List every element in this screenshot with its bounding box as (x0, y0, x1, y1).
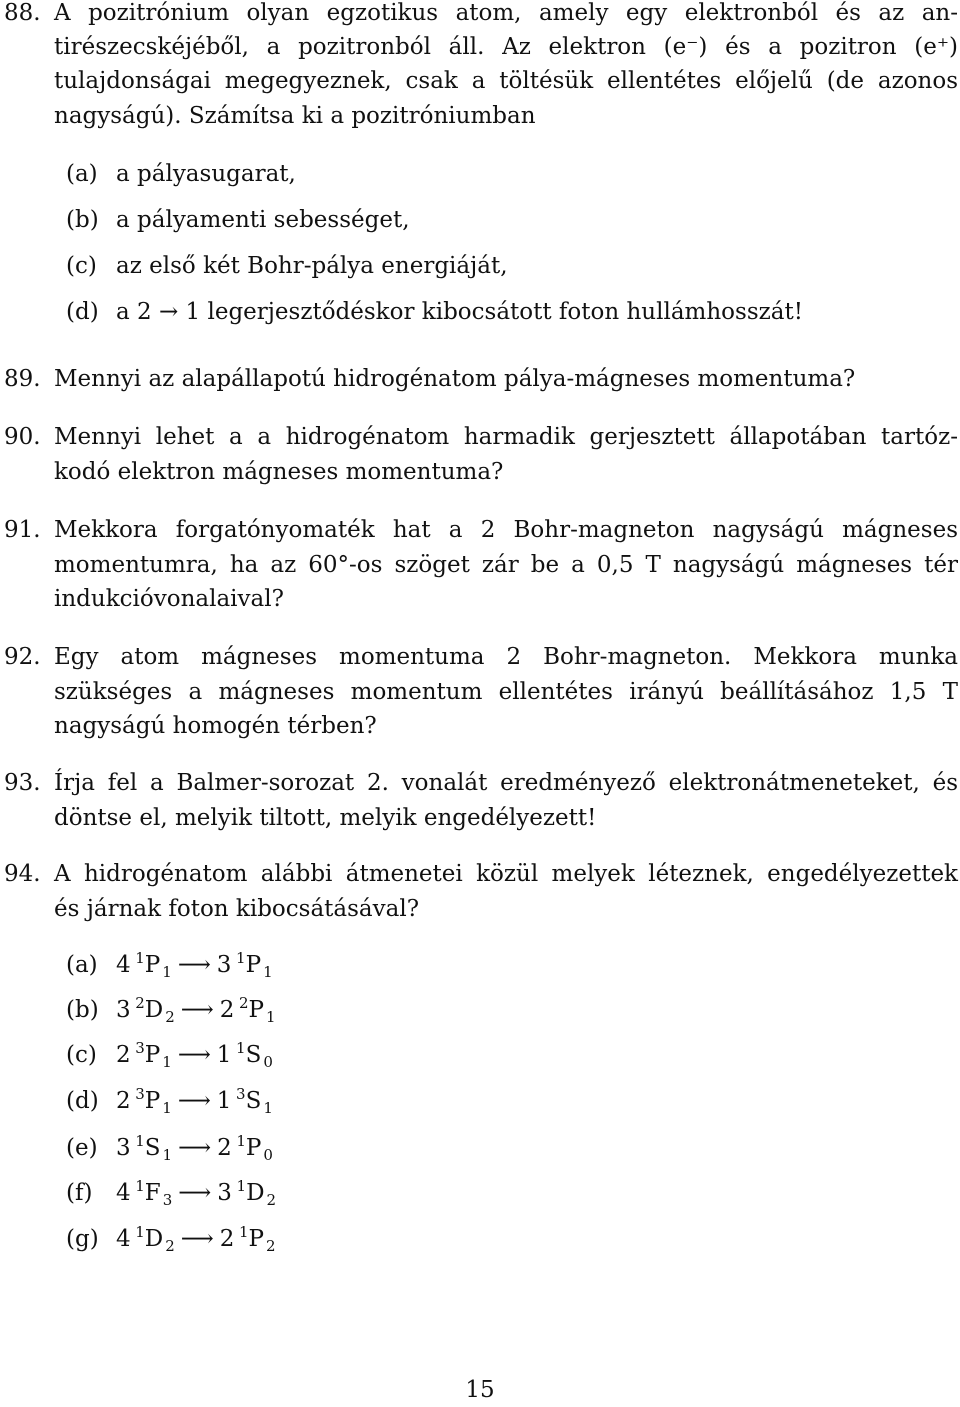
transition-label: (g) (66, 1226, 99, 1252)
problem-text-line: Mennyi az alapállapotú hidrogénatom pálya-mágneses momentuma? (54, 366, 856, 392)
orbital-letter: D (246, 1180, 265, 1206)
principal-number: 2 (116, 1042, 136, 1068)
transition-item (66, 993, 276, 1027)
transition-item (66, 1222, 276, 1256)
total-j: 1 (162, 1146, 173, 1164)
arrow-icon: ⟶ (177, 1042, 211, 1068)
multiplicity: 3 (135, 1085, 145, 1103)
transition-item (66, 1131, 273, 1165)
subitem-d (66, 295, 803, 329)
subitem-c (66, 249, 508, 283)
arrow-icon: ⟶ (177, 1088, 211, 1114)
problem-text-line: kodó elektron mágneses momentuma? (54, 459, 504, 485)
transition-label: (d) (66, 1088, 99, 1114)
total-j: 1 (162, 1099, 172, 1117)
transition-item (66, 1038, 273, 1072)
subitem-text: a 2 → 1 legerjesztődéskor kibocsátott foton hullámhosszát! (116, 299, 803, 325)
orbital-letter: P (248, 1226, 265, 1252)
final-term (216, 1039, 273, 1071)
problem-text-line: Egy atom mágneses momentuma 2 Bohr-magneton. Mekkora munka (54, 644, 958, 670)
multiplicity: 1 (236, 1177, 247, 1195)
subitem-label: (c) (66, 253, 97, 279)
principal-number: 3 (116, 997, 136, 1023)
total-j: 1 (162, 1053, 172, 1071)
subitem-label: (a) (66, 161, 98, 187)
arrow-icon: ⟶ (178, 1135, 212, 1161)
initial-term (116, 1132, 173, 1164)
total-j: 1 (162, 963, 172, 981)
principal-number: 4 (116, 1180, 136, 1206)
subitem-text: a pályasugarat, (116, 161, 296, 187)
multiplicity: 1 (239, 1223, 249, 1241)
orbital-letter: F (144, 1180, 161, 1206)
orbital-letter: S (245, 1042, 262, 1068)
problem-number: 88. (4, 0, 41, 26)
arrow-icon: ⟶ (180, 1226, 214, 1252)
problem-text-line: döntse el, melyik tiltott, melyik engedélyezett! (54, 805, 597, 831)
orbital-letter: P (248, 997, 265, 1023)
arrow-icon: ⟶ (180, 997, 214, 1023)
multiplicity: 1 (236, 1039, 246, 1057)
principal-number: 3 (217, 1180, 237, 1206)
multiplicity: 3 (236, 1085, 246, 1103)
problem-number: 90. (4, 424, 41, 450)
orbital-letter: D (144, 997, 164, 1023)
total-j: 1 (263, 1099, 273, 1117)
principal-number: 1 (216, 1042, 237, 1068)
subitem-a (66, 157, 296, 191)
multiplicity: 3 (135, 1039, 145, 1057)
problem-text-line: A hidrogénatom alábbi átmenetei közül melyek léteznek, engedélyezettek (54, 861, 958, 887)
problem-text-line: nagyságú homogén térben? (54, 713, 377, 739)
subitem-label: (d) (66, 299, 99, 325)
page-number: 15 (465, 1377, 495, 1403)
initial-term (116, 1177, 173, 1209)
problem-text-line: momentumra, ha az 60°-os szöget zár be a 0,5 T nagyságú mágneses tér (54, 552, 958, 578)
problem-text-line: tulajdonságai megegyeznek, csak a töltésük ellentétes előjelű (de azonos (54, 68, 958, 94)
principal-number: 4 (116, 952, 136, 978)
final-term (216, 1085, 273, 1117)
principal-number: 2 (217, 1135, 237, 1161)
total-j: 2 (165, 1008, 175, 1026)
multiplicity: 1 (135, 1223, 145, 1241)
orbital-letter: P (144, 1088, 161, 1114)
subitem-b (66, 203, 410, 237)
problem-text-line: indukcióvonalaival? (54, 586, 284, 612)
problem-text-line: és járnak foton kibocsátásával? (54, 896, 420, 922)
problem-text-line: Írja fel a Balmer-sorozat 2. vonalát eredményező elektronátmeneteket, és (54, 770, 958, 796)
subitem-label: (b) (66, 207, 99, 233)
transition-label: (e) (66, 1135, 98, 1161)
arrow-icon: ⟶ (178, 1180, 212, 1206)
subitem-text: a pályamenti sebességet, (116, 207, 410, 233)
problem-text-line: nagyságú). Számítsa ki a pozitróniumban (54, 103, 536, 129)
subitem-text: az első két Bohr-pálya energiáját, (116, 253, 508, 279)
total-j: 0 (263, 1053, 273, 1071)
principal-number: 3 (116, 1135, 136, 1161)
initial-term (116, 994, 175, 1026)
initial-term (116, 1223, 175, 1255)
initial-term (116, 1085, 172, 1117)
multiplicity: 2 (239, 994, 249, 1012)
principal-number: 2 (219, 1226, 239, 1252)
orbital-letter: P (245, 952, 262, 978)
problem-number: 92. (4, 644, 41, 670)
final-term (219, 1223, 276, 1255)
principal-number: 2 (219, 997, 239, 1023)
multiplicity: 1 (135, 1177, 145, 1195)
initial-term (116, 1039, 172, 1071)
multiplicity: 2 (135, 994, 145, 1012)
total-j: 1 (263, 963, 273, 981)
total-j: 1 (266, 1008, 276, 1026)
final-term (216, 949, 273, 981)
final-term (217, 1132, 273, 1164)
problem-text-line: A pozitrónium olyan egzotikus atom, amely egy elektronból és az an- (54, 0, 958, 26)
principal-number: 4 (116, 1226, 136, 1252)
problem-number: 93. (4, 770, 41, 796)
problem-text-line: Mekkora forgatónyomaték hat a 2 Bohr-magneton nagyságú mágneses (54, 517, 958, 543)
problem-number: 91. (4, 517, 41, 543)
problem-text-line: tirészecskéjéből, a pozitronból áll. Az elektron (e⁻) és a pozitron (e⁺) (54, 34, 958, 60)
orbital-letter: P (144, 952, 161, 978)
total-j: 2 (165, 1237, 175, 1255)
multiplicity: 1 (236, 949, 246, 967)
problem-text-line: szükséges a mágneses momentum ellentétes irányú beállításához 1,5 T (54, 679, 958, 705)
final-term (219, 994, 276, 1026)
problem-number: 89. (4, 366, 41, 392)
multiplicity: 1 (135, 1132, 145, 1150)
transition-item (66, 1176, 276, 1210)
transition-label: (a) (66, 952, 98, 978)
multiplicity: 1 (236, 1132, 246, 1150)
orbital-letter: S (245, 1088, 262, 1114)
problem-number: 94. (4, 861, 41, 887)
total-j: 2 (266, 1237, 276, 1255)
total-j: 3 (162, 1191, 173, 1209)
multiplicity: 1 (135, 949, 145, 967)
transition-label: (f) (66, 1180, 93, 1206)
total-j: 0 (263, 1146, 273, 1164)
transition-item (66, 1084, 273, 1118)
orbital-letter: S (144, 1135, 161, 1161)
orbital-letter: P (245, 1135, 262, 1161)
principal-number: 3 (216, 952, 237, 978)
total-j: 2 (266, 1191, 277, 1209)
transition-item (66, 948, 273, 982)
transition-label: (c) (66, 1042, 97, 1068)
arrow-icon: ⟶ (177, 952, 211, 978)
principal-number: 1 (216, 1088, 237, 1114)
transition-label: (b) (66, 997, 99, 1023)
initial-term (116, 949, 172, 981)
orbital-letter: D (144, 1226, 164, 1252)
principal-number: 2 (116, 1088, 136, 1114)
final-term (217, 1177, 277, 1209)
problem-text-line: Mennyi lehet a a hidrogénatom harmadik gerjesztett állapotában tartóz- (54, 424, 958, 450)
orbital-letter: P (144, 1042, 161, 1068)
